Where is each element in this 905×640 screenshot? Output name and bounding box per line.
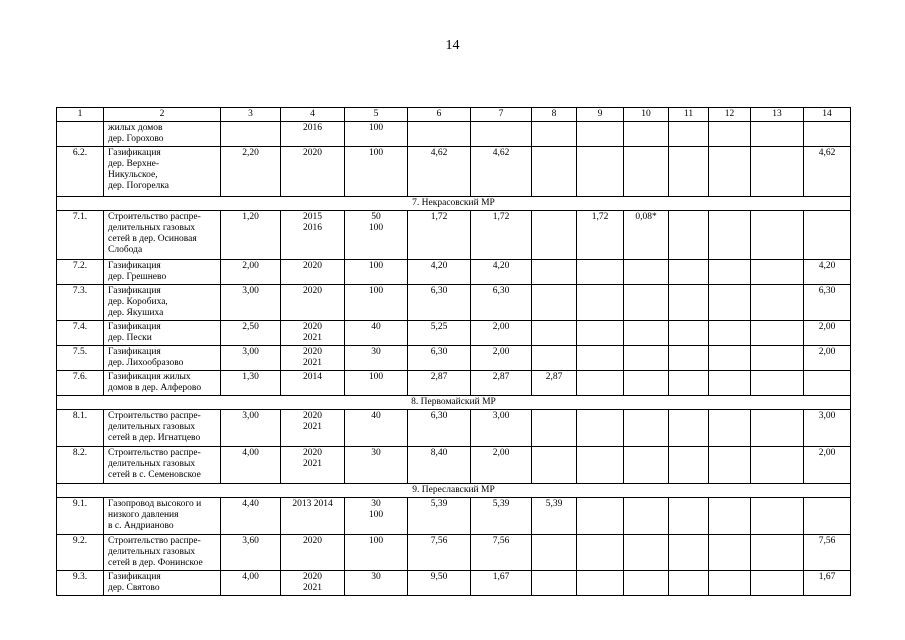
column-header-3: 3 [221,108,281,122]
cell-col-8: 5,39 [532,498,577,535]
cell-col-6: 1,72 [408,211,471,260]
cell-col-11 [669,122,709,147]
cell-col-14: 4,62 [804,147,851,197]
cell-col-14: 2,00 [804,447,851,484]
section-title: 9. Переславский МР [57,484,851,498]
column-header-7: 7 [471,108,532,122]
cell-col-3: 4,00 [221,571,281,596]
cell-col-10 [624,498,669,535]
column-header-12: 12 [709,108,751,122]
cell-col-4: 2020 [281,285,345,321]
cell-col-3: 4,40 [221,498,281,535]
table-body [57,122,851,596]
cell-col-9 [577,147,624,197]
cell-col-1 [57,122,104,147]
cell-col-8 [532,447,577,484]
cell-col-12 [709,447,751,484]
cell-col-6: 9,50 [408,571,471,596]
cell-col-3: 4,00 [221,447,281,484]
cell-col-4: 2015 2016 [281,211,345,260]
cell-col-2: Газификация дер. Пески [104,321,221,346]
section-row [57,484,851,498]
cell-col-9: 1,72 [577,211,624,260]
cell-col-11 [669,571,709,596]
table-row [57,346,851,371]
cell-col-4: 2020 2021 [281,346,345,371]
cell-col-6: 5,25 [408,321,471,346]
cell-col-6: 5,39 [408,498,471,535]
cell-col-1: 7.1. [57,211,104,260]
column-header-2: 2 [104,108,221,122]
cell-col-13 [751,371,804,396]
column-header-11: 11 [669,108,709,122]
cell-col-13 [751,346,804,371]
cell-col-10 [624,321,669,346]
table-row [57,371,851,396]
cell-col-2: Газопровод высокого и низкого давления в с. Андрианово [104,498,221,535]
cell-col-12 [709,285,751,321]
cell-col-14: 2,00 [804,321,851,346]
cell-col-2: Газификация жилых домов в дер. Алферово [104,371,221,396]
cell-col-6: 8,40 [408,447,471,484]
cell-col-5: 50 100 [345,211,408,260]
cell-col-11 [669,211,709,260]
cell-col-2: жилых домов дер. Горохово [104,122,221,147]
cell-col-12 [709,498,751,535]
cell-col-6: 2,87 [408,371,471,396]
table-row [57,410,851,447]
cell-col-9 [577,346,624,371]
cell-col-12 [709,147,751,197]
cell-col-13 [751,571,804,596]
cell-col-4: 2020 2021 [281,321,345,346]
cell-col-2: Строительство распре- делительных газовых сетей в дер. Фонинское [104,535,221,571]
table-row [57,321,851,346]
cell-col-1: 8.2. [57,447,104,484]
cell-col-1: 7.6. [57,371,104,396]
cell-col-3: 3,00 [221,410,281,447]
cell-col-4: 2016 [281,122,345,147]
cell-col-11 [669,498,709,535]
cell-col-8 [532,147,577,197]
cell-col-3: 2,20 [221,147,281,197]
cell-col-12 [709,321,751,346]
table-row [57,260,851,285]
cell-col-5: 30 100 [345,498,408,535]
cell-col-6: 6,30 [408,346,471,371]
cell-col-5: 40 [345,410,408,447]
cell-col-3: 2,00 [221,260,281,285]
cell-col-7: 1,67 [471,571,532,596]
cell-col-13 [751,260,804,285]
cell-col-9 [577,321,624,346]
cell-col-12 [709,410,751,447]
cell-col-2: Газификация дер. Коробиха, дер. Якушиха [104,285,221,321]
cell-col-6: 4,20 [408,260,471,285]
cell-col-3: 1,30 [221,371,281,396]
column-header-10: 10 [624,108,669,122]
cell-col-7 [471,122,532,147]
cell-col-6: 4,62 [408,147,471,197]
section-row [57,396,851,410]
column-header-4: 4 [281,108,345,122]
cell-col-5: 100 [345,147,408,197]
cell-col-8 [532,571,577,596]
cell-col-7: 5,39 [471,498,532,535]
column-header-13: 13 [751,108,804,122]
cell-col-4: 2020 2021 [281,410,345,447]
cell-col-1: 7.3. [57,285,104,321]
cell-col-12 [709,371,751,396]
cell-col-10 [624,447,669,484]
cell-col-1: 9.2. [57,535,104,571]
cell-col-8 [532,535,577,571]
cell-col-7: 3,00 [471,410,532,447]
cell-col-3: 2,50 [221,321,281,346]
cell-col-9 [577,285,624,321]
column-header-14: 14 [804,108,851,122]
cell-col-8 [532,285,577,321]
cell-col-1: 8.1. [57,410,104,447]
cell-col-6: 6,30 [408,285,471,321]
cell-col-14: 1,67 [804,571,851,596]
cell-col-1: 9.3. [57,571,104,596]
table-row [57,498,851,535]
cell-col-4: 2020 2021 [281,447,345,484]
cell-col-2: Строительство распре- делительных газовых сетей в с. Семеновское [104,447,221,484]
cell-col-10 [624,122,669,147]
cell-col-9 [577,535,624,571]
column-header-9: 9 [577,108,624,122]
column-header-5: 5 [345,108,408,122]
table-row [57,122,851,147]
cell-col-3: 3,00 [221,346,281,371]
cell-col-13 [751,447,804,484]
cell-col-8 [532,321,577,346]
column-header-8: 8 [532,108,577,122]
cell-col-2: Газификация дер. Верхне- Никульское, дер. Погорелка [104,147,221,197]
cell-col-1: 9.1. [57,498,104,535]
cell-col-8 [532,211,577,260]
cell-col-13 [751,321,804,346]
cell-col-13 [751,122,804,147]
cell-col-3: 1,20 [221,211,281,260]
cell-col-14: 4,20 [804,260,851,285]
cell-col-14: 2,00 [804,346,851,371]
cell-col-8 [532,410,577,447]
section-title: 8. Первомайский МР [57,396,851,410]
cell-col-12 [709,571,751,596]
cell-col-6: 7,56 [408,535,471,571]
gasification-table [56,107,851,596]
cell-col-5: 40 [345,321,408,346]
cell-col-4: 2020 [281,535,345,571]
cell-col-9 [577,498,624,535]
cell-col-8 [532,122,577,147]
cell-col-14: 6,30 [804,285,851,321]
cell-col-11 [669,410,709,447]
cell-col-7: 2,00 [471,346,532,371]
cell-col-4: 2020 [281,147,345,197]
table-row [57,571,851,596]
page-number: 14 [445,38,460,53]
cell-col-2: Газификация дер. Грешнево [104,260,221,285]
cell-col-1: 7.4. [57,321,104,346]
cell-col-3 [221,122,281,147]
cell-col-9 [577,410,624,447]
cell-col-13 [751,498,804,535]
cell-col-12 [709,260,751,285]
column-header-6: 6 [408,108,471,122]
table-row [57,147,851,197]
cell-col-12 [709,346,751,371]
section-row [57,197,851,211]
cell-col-1: 7.5. [57,346,104,371]
cell-col-14 [804,211,851,260]
cell-col-12 [709,122,751,147]
cell-col-10 [624,260,669,285]
cell-col-13 [751,535,804,571]
cell-col-7: 7,56 [471,535,532,571]
cell-col-11 [669,346,709,371]
cell-col-2: Строительство распре- делительных газовых сетей в дер. Игнатцево [104,410,221,447]
cell-col-7: 4,20 [471,260,532,285]
cell-col-7: 6,30 [471,285,532,321]
cell-col-10 [624,346,669,371]
cell-col-13 [751,147,804,197]
cell-col-8 [532,260,577,285]
cell-col-10 [624,535,669,571]
cell-col-10 [624,410,669,447]
cell-col-10: 0,08* [624,211,669,260]
cell-col-4: 2013 2014 [281,498,345,535]
table-row [57,447,851,484]
cell-col-5: 30 [345,571,408,596]
cell-col-9 [577,371,624,396]
table-row [57,211,851,260]
column-header-1: 1 [57,108,104,122]
cell-col-9 [577,260,624,285]
cell-col-7: 4,62 [471,147,532,197]
cell-col-7: 2,00 [471,321,532,346]
cell-col-3: 3,00 [221,285,281,321]
cell-col-9 [577,447,624,484]
cell-col-5: 100 [345,371,408,396]
cell-col-10 [624,285,669,321]
section-title: 7. Некрасовский МР [57,197,851,211]
column-number-row [57,108,851,122]
cell-col-14 [804,122,851,147]
cell-col-14: 3,00 [804,410,851,447]
cell-col-11 [669,260,709,285]
cell-col-2: Строительство распре- делительных газовых сетей в дер. Осиновая Слобода [104,211,221,260]
cell-col-9 [577,571,624,596]
cell-col-8 [532,346,577,371]
cell-col-7: 2,87 [471,371,532,396]
cell-col-13 [751,211,804,260]
cell-col-9 [577,122,624,147]
cell-col-12 [709,535,751,571]
cell-col-10 [624,371,669,396]
cell-col-11 [669,321,709,346]
cell-col-11 [669,535,709,571]
cell-col-11 [669,147,709,197]
cell-col-10 [624,571,669,596]
cell-col-5: 30 [345,447,408,484]
cell-col-4: 2014 [281,371,345,396]
cell-col-13 [751,285,804,321]
cell-col-4: 2020 2021 [281,571,345,596]
cell-col-11 [669,285,709,321]
cell-col-1: 7.2. [57,260,104,285]
cell-col-12 [709,211,751,260]
cell-col-3: 3,60 [221,535,281,571]
cell-col-14 [804,498,851,535]
cell-col-14: 7,56 [804,535,851,571]
cell-col-7: 1,72 [471,211,532,260]
cell-col-7: 2,00 [471,447,532,484]
cell-col-4: 2020 [281,260,345,285]
cell-col-2: Газификация дер. Святово [104,571,221,596]
cell-col-13 [751,410,804,447]
cell-col-2: Газификация дер. Лихообразово [104,346,221,371]
cell-col-6 [408,122,471,147]
cell-col-5: 100 [345,260,408,285]
cell-col-5: 100 [345,535,408,571]
cell-col-5: 30 [345,346,408,371]
cell-col-6: 6,30 [408,410,471,447]
cell-col-5: 100 [345,122,408,147]
cell-col-5: 100 [345,285,408,321]
cell-col-11 [669,371,709,396]
cell-col-10 [624,147,669,197]
table-row [57,535,851,571]
cell-col-11 [669,447,709,484]
cell-col-8: 2,87 [532,371,577,396]
table-row [57,285,851,321]
cell-col-1: 6.2. [57,147,104,197]
cell-col-14 [804,371,851,396]
